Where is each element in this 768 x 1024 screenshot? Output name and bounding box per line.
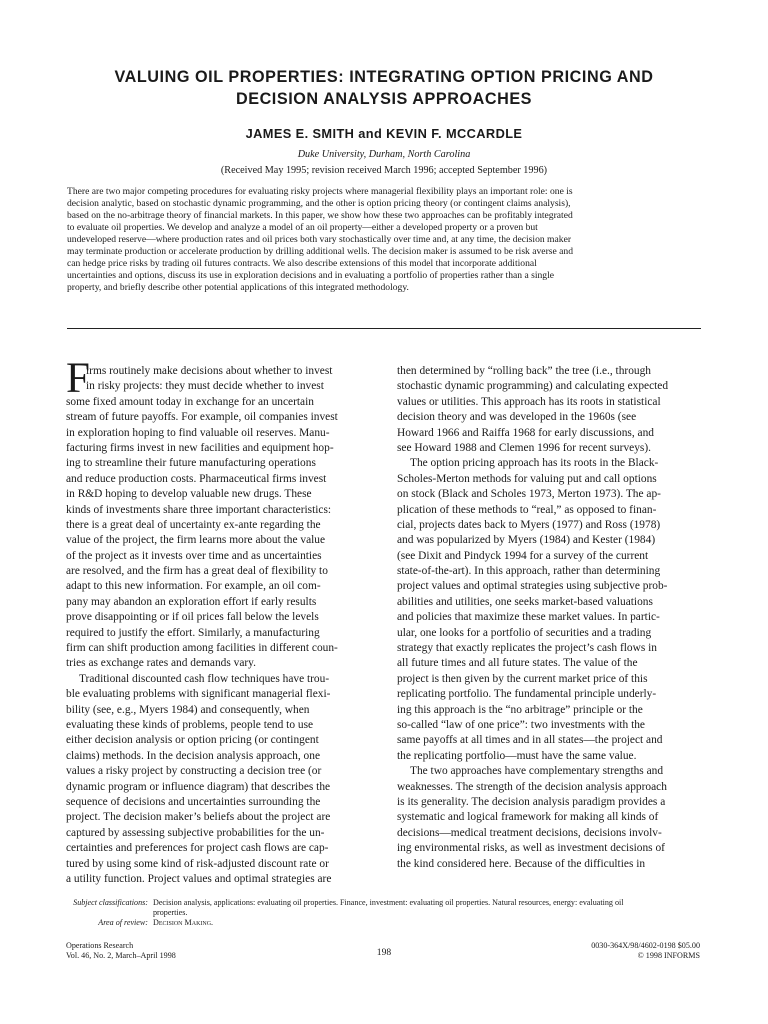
drop-cap: F <box>66 355 90 402</box>
section-divider <box>67 328 701 329</box>
subject-text: properties. <box>153 908 188 918</box>
subject-row <box>66 908 706 918</box>
body-line: values or utilities. This approach has its roots in statistical <box>397 395 661 408</box>
body-line: then determined by “rolling back” the tree (i.e., through <box>397 365 651 377</box>
abstract-line: based on the no-arbitrage theory of financial markets. In this paper, we show how these two approaches can be profitably integrated <box>67 210 573 222</box>
body-line: systematic and logical framework for making all kinds of <box>397 811 659 824</box>
body-line: pany may abandon an exploration effort if early results <box>66 595 317 608</box>
body-line: project is then given by the current market price of this <box>397 672 648 685</box>
body-line: kinds of investments share three important characteristics: <box>66 503 332 516</box>
title-line: DECISION ANALYSIS APPROACHES <box>235 90 533 108</box>
body-line: Traditional discounted cash flow techniques have trou- <box>79 672 330 685</box>
body-line: all future times and all future states. The value of the <box>397 657 638 670</box>
body-line: either decision analysis or option pricing (or contingent <box>66 734 319 747</box>
body-line: same payoffs at all times and in all states—the project and <box>397 734 663 747</box>
subject-row <box>66 898 706 908</box>
body-line: captured by assessing subjective probabilities for the un- <box>66 826 325 839</box>
paper-title <box>0 66 768 110</box>
body-line: abilities and utilities, one seeks market-based valuations <box>397 595 653 608</box>
body-line: (see Dixit and Pindyck 1994 for a survey of the current <box>397 549 649 562</box>
page-number: 198 <box>376 947 392 958</box>
body-line: decision theory and was developed in the 1960s (see <box>397 411 637 424</box>
body-line: on stock (Black and Scholes 1973, Merton 1973). The ap- <box>397 488 661 501</box>
body-line: cial, projects dates back to Myers (1977) and Ross (1978) <box>397 518 661 531</box>
area-value: Decision Making. <box>153 918 214 928</box>
body-line: weaknesses. The strength of the decision analysis approach <box>397 780 667 793</box>
received-dates: (Received May 1995; revision received March 1996; accepted September 1996) <box>220 165 548 176</box>
body-line: The two approaches have complementary strengths and <box>410 765 664 778</box>
body-line: so-called “law of one price”: two investments with the <box>397 718 645 731</box>
abstract-line: There are two major competing procedures for evaluating risky projects where managerial flexibility plays an important role: one is <box>67 186 573 197</box>
body-line: project values and optimal strategies using subjective prob- <box>397 580 668 593</box>
body-line: The option pricing approach has its roots in the Black- <box>410 457 659 470</box>
body-line: ble evaluating problems with significant managerial flexi- <box>66 688 331 701</box>
right-column <box>397 364 700 872</box>
body-line: facturing firms invest in new facilities and equipment hop- <box>66 441 334 454</box>
body-line: Scholes-Merton methods for valuing put and call options <box>397 472 657 485</box>
body-line: Howard 1966 and Raiffa 1968 for early discussions, and <box>397 426 654 439</box>
body-line: stochastic dynamic programming) and calculating expected <box>397 380 669 393</box>
body-line: stream of future payoffs. For example, oil companies invest <box>66 411 338 424</box>
body-line: some fixed amount today in exchange for an uncertain <box>66 395 314 408</box>
title-line: VALUING OIL PROPERTIES: INTEGRATING OPTION PRICING AND <box>114 68 654 86</box>
affiliation: Duke University, Durham, North Carolina <box>297 149 471 160</box>
body-line: see Howard 1988 and Clemen 1996 for recent surveys). <box>397 441 651 454</box>
body-line: plication of these methods to “real,” as opposed to finan- <box>397 503 657 516</box>
body-line: evaluating these kinds of problems, people tend to use <box>66 718 314 731</box>
body-line: are resolved, and the firm has a great deal of flexibility to <box>66 565 328 578</box>
article-code: 0030-364X/98/4602-0198 $05.00 <box>591 941 700 950</box>
body-line: value of the project, the firm learns more about the value <box>66 534 326 547</box>
body-line: firm can shift production among facilities in different coun- <box>66 642 338 655</box>
body-line: irms routinely make decisions about whether to invest <box>86 365 333 377</box>
body-line: state-of-the-art). In this approach, rather than determining <box>397 565 661 578</box>
body-line: in risky projects: they must decide whether to invest <box>86 380 324 393</box>
body-line: tries as exchange rates and demands vary. <box>66 657 256 670</box>
body-line: project. The decision maker’s beliefs about the project are <box>66 811 331 824</box>
body-line: ular, one looks for a portfolio of securities and a trading <box>397 626 652 639</box>
body-line: decisions—medical treatment decisions, decisions involv- <box>397 826 662 839</box>
body-line: certainties and preferences for project cash flows are cap- <box>66 842 329 855</box>
abstract-line: uncertainties and options, discuss its use in exploration decisions and in evaluating a portfolio of properties rather than a single <box>67 270 555 282</box>
body-line: ing to streamline their future manufacturing operations <box>66 457 316 470</box>
body-line: adapt to this new information. For example, an oil com- <box>66 580 321 593</box>
body-line: the replicating portfolio—must have the same value. <box>397 749 637 762</box>
body-line: tured by using some kind of risk-adjusted discount rate or <box>66 857 329 870</box>
body-line: claims) methods. In the decision analysis approach, one <box>66 749 321 762</box>
body-line: ing environmental risks, as well as investment decisions of <box>397 842 665 855</box>
abstract-line: decision analytic, based on stochastic dynamic programming, and the other is option pricing theory (or contingent claims analysis), <box>67 198 571 210</box>
publisher-info <box>591 941 700 961</box>
abstract-line: undeveloped reserve—where production rates and oil prices both vary stochastically over time and, at any time, the decision maker <box>67 234 572 246</box>
body-line: sequence of decisions and uncertainties surrounding the <box>66 795 321 808</box>
body-line: strategy that exactly replicates the project’s cash flows in <box>397 642 657 655</box>
authors: JAMES E. SMITH and KEVIN F. MCCARDLE <box>245 126 523 141</box>
body-line: there is a great deal of uncertainty ex-ante regarding the <box>66 518 321 531</box>
body-line: of the project as it invests over time and as uncertainties <box>66 549 322 562</box>
journal-name: Operations Research <box>66 941 134 950</box>
area-label: Area of review: <box>98 918 148 928</box>
body-line: and was popularized by Myers (1984) and Kester (1984) <box>397 534 656 547</box>
journal-volume: Vol. 46, No. 2, March–April 1998 <box>66 951 176 961</box>
body-line: in R&D hoping to develop valuable new drugs. These <box>66 488 312 501</box>
body-line: and policies that maximize these market values. In partic- <box>397 611 660 624</box>
abstract-line: property, and briefly describe other potential applications of this integrated methodology. <box>67 282 409 294</box>
abstract-line: can hedge price risks by trading oil futures contracts. We also describe extensions of this model that incorporate additional <box>67 258 537 270</box>
body-line: replicating portfolio. The fundamental principle underly- <box>397 688 657 701</box>
body-line: the kind considered here. Because of the difficulties in <box>397 857 646 870</box>
left-column <box>66 364 368 887</box>
body-line: in exploration hoping to find valuable oil reserves. Manu- <box>66 426 330 439</box>
body-line: is its generality. The decision analysis paradigm provides a <box>397 795 666 808</box>
abstract-line: may terminate production or accelerate production by drilling additional wells. The decision maker is assumed to be risk averse and <box>67 246 574 258</box>
body-line: a utility function. Project values and optimal strategies are <box>66 872 332 885</box>
subject-text: Decision analysis, applications: evaluating oil properties. Finance, investment: evaluating oil properties. Natural resources, energy: evaluating oil <box>153 898 624 907</box>
body-line: dynamic program or influence diagram) that describes the <box>66 780 331 793</box>
body-line: values a risky project by constructing a decision tree (or <box>66 765 322 778</box>
abstract-line: to evaluate oil properties. We develop and analyze a model of an oil property—either a developed property or a proven but <box>67 222 538 234</box>
copyright: © 1998 INFORMS <box>637 951 700 961</box>
subject-classifications <box>66 898 706 929</box>
body-line: required to justify the effort. Similarly, a manufacturing <box>66 626 320 639</box>
body-line: bility (see, e.g., Myers 1984) and consequently, when <box>66 703 310 716</box>
body-line: ing this approach is the “no arbitrage” principle or the <box>397 703 643 716</box>
body-line: prove disappointing or if oil prices fall below the levels <box>66 611 319 624</box>
abstract <box>67 186 701 294</box>
subject-label: Subject classifications: <box>73 898 148 907</box>
body-line: and reduce production costs. Pharmaceutical firms invest <box>66 472 327 485</box>
area-row <box>66 918 706 928</box>
